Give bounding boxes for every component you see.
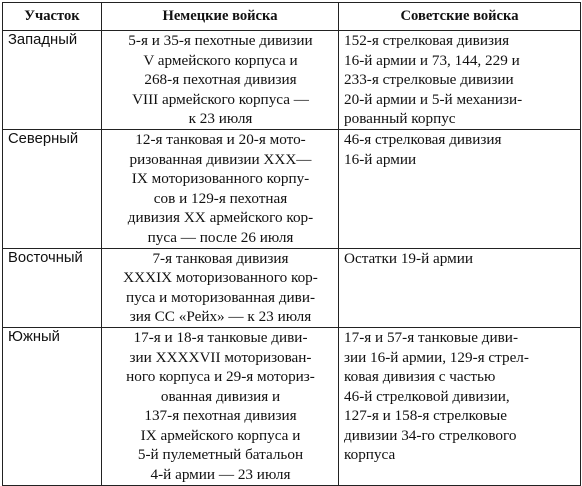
german-units-line: 5-я и 35-я пехотные дивизии	[128, 32, 313, 49]
header-sector: Участок	[3, 3, 102, 31]
german-units-line: 137-я пехотная дивизия	[144, 407, 297, 425]
german-units-line: 5-й пулеметный батальон	[137, 446, 304, 464]
german-units-line: пуса — после 26 июля	[147, 228, 294, 246]
table-row-south	[3, 327, 581, 485]
header-soviet: Советские войска	[339, 3, 581, 31]
forces-table	[2, 2, 581, 486]
soviet-units-line: ковая дивизия с частью	[344, 368, 496, 386]
soviet-units-cell	[339, 129, 581, 248]
sector-cell: Северный	[3, 129, 102, 248]
table-row-west	[3, 31, 581, 130]
german-units-line: 17-я и 18-я танковые диви-	[133, 328, 308, 346]
german-units-line: сов и 129-я пехотная	[153, 189, 288, 207]
soviet-units-cell	[339, 327, 581, 485]
sector-cell: Западный	[3, 31, 102, 130]
german-units-cell	[102, 327, 339, 485]
soviet-units-line: 46-й стрелковой дивизии,	[344, 387, 510, 405]
german-units-line: 4-й армии — 23 июля	[150, 466, 291, 484]
table-row-east	[3, 248, 581, 327]
german-units-line: XXXIX моторизованного кор-	[123, 269, 318, 287]
soviet-units-line: 46-я стрелковая дивизия	[344, 130, 502, 148]
soviet-units-line: 127-я и 158-я стрелковые	[344, 407, 507, 425]
german-units-line: ованная дивизия и	[160, 387, 281, 405]
soviet-units-line: рованный корпус	[344, 110, 456, 128]
german-units-line: ризованная дивизии XXX—	[129, 150, 312, 168]
soviet-units-line: 152-я стрелковая дивизия	[344, 32, 510, 49]
german-units-line: зии XXXXVII моторизован-	[129, 348, 312, 366]
soviet-units-line: корпуса	[344, 446, 396, 464]
german-units-line: ного корпуса и 29-я моториз-	[126, 368, 315, 386]
soviet-units-line: 16-й армии	[344, 150, 417, 168]
soviet-units-line: зии 16-й армии, 129-я стрел-	[344, 348, 529, 366]
german-units-line: 268-я пехотная дивизия	[144, 71, 297, 89]
sector-cell: Южный	[3, 327, 102, 485]
soviet-units-cell	[339, 248, 581, 327]
german-units-line: V армейского корпуса и	[143, 51, 298, 69]
german-units-line: к 23 июля	[188, 110, 253, 128]
soviet-units-line: Остатки 19-й армии	[344, 249, 473, 267]
german-units-line: IX моторизованного корпу-	[131, 170, 310, 188]
soviet-units-line: 16-й армии и 73, 144, 229 и	[344, 51, 520, 69]
german-units-line: дивизия XX армейского кор-	[127, 209, 314, 227]
header-german: Немецкие войска	[102, 3, 339, 31]
header-row	[3, 3, 581, 31]
german-units-line: VIII армейского корпуса —	[132, 90, 309, 108]
german-units-line: 12-я танковая и 20-я мото-	[135, 130, 306, 148]
soviet-units-line: дивизии 34-го стрелкового	[344, 426, 517, 444]
table-row-north	[3, 129, 581, 248]
german-units-line: зия СС «Рейх» — к 23 июля	[129, 308, 312, 326]
soviet-units-line: 20-й армии и 5-й механизи-	[344, 90, 523, 108]
soviet-units-cell	[339, 31, 581, 130]
german-units-line: 7-я танковая дивизия	[152, 249, 289, 267]
soviet-units-line: 233-я стрелковые дивизии	[344, 71, 514, 89]
german-units-cell	[102, 129, 339, 248]
sector-cell: Восточный	[3, 248, 102, 327]
german-units-line: IX армейского корпуса и	[140, 426, 301, 444]
soviet-units-line: 17-я и 57-я танковые диви-	[344, 328, 518, 346]
german-units-line: пуса и моторизованная диви-	[125, 288, 316, 306]
german-units-cell	[102, 248, 339, 327]
german-units-cell	[102, 31, 339, 130]
